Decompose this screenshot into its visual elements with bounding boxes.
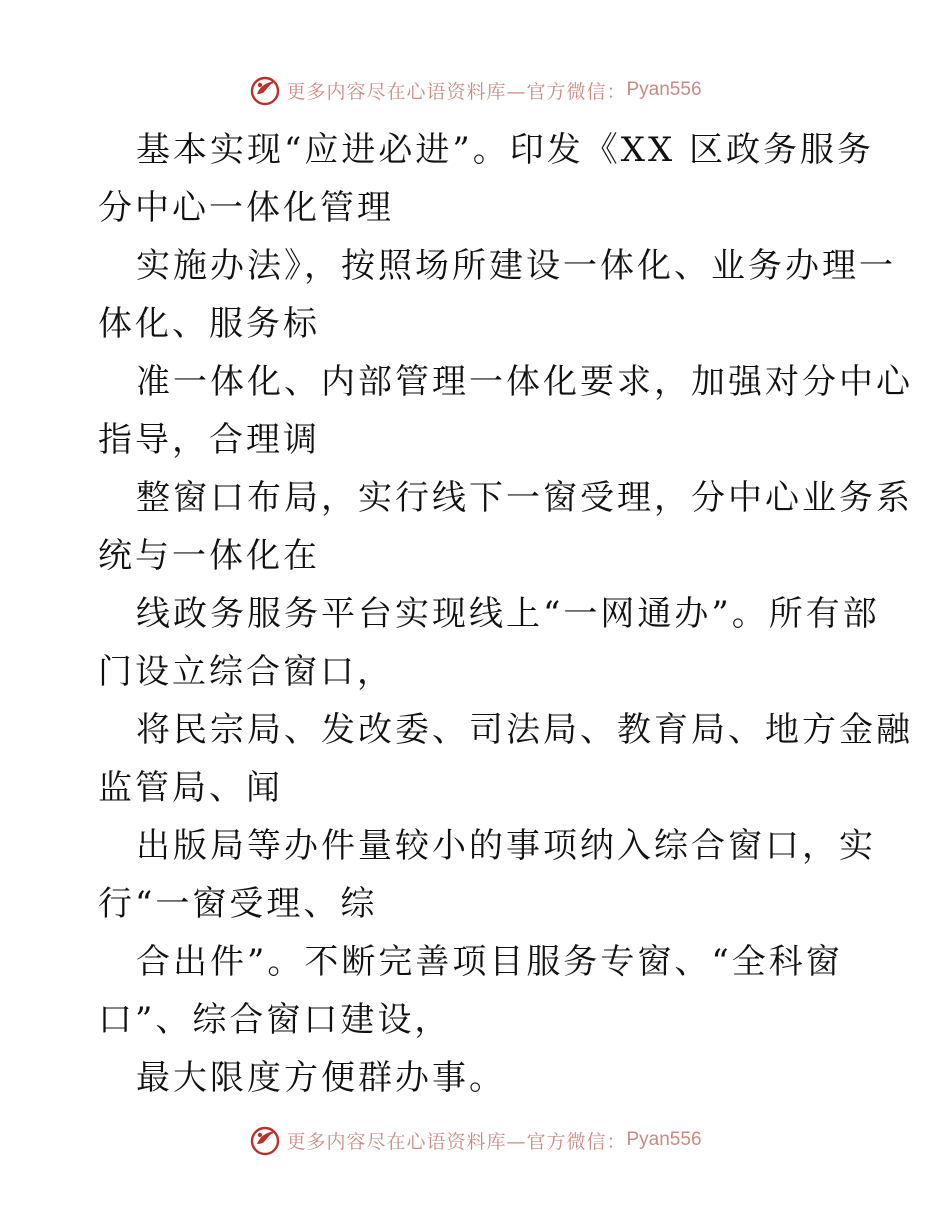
logo-icon (248, 1123, 282, 1157)
watermark-id: Pyan556 (626, 79, 702, 100)
body-line: 口”、综合窗口建设， (98, 1000, 452, 1040)
watermark-text: 更多内容尽在心语资料库—官方微信： (286, 80, 627, 103)
body-line: 准一体化、内部管理一体化要求，加强对分中心 (136, 362, 913, 402)
footer-watermark (0, 1120, 950, 1160)
body-line: 基本实现“应进必进”。印发《XX 区政务服务 (136, 130, 874, 170)
body-line: 行“一窗受理、综 (98, 884, 378, 924)
body-line: 将民宗局、发改委、司法局、教育局、地方金融 (136, 710, 913, 750)
watermark-text: 更多内容尽在心语资料库—官方微信： (286, 1130, 627, 1153)
body-line: 统与一体化在 (98, 536, 320, 576)
body-line: 监管局、闻 (98, 768, 283, 808)
header-watermark (0, 70, 950, 110)
body-line: 指导，合理调 (98, 420, 320, 460)
body-line: 分中心一体化管理 (98, 188, 394, 228)
body-line: 体化、服务标 (98, 304, 320, 344)
body-line: 合出件”。不断完善项目服务专窗、“全科窗 (136, 942, 843, 982)
body-line: 最大限度方便群办事。 (136, 1058, 506, 1098)
body-line: 线政务服务平台实现线上“一网通办”。所有部 (136, 594, 880, 634)
body-line: 出版局等办件量较小的事项纳入综合窗口，实 (136, 826, 876, 866)
logo-icon (248, 73, 282, 107)
document-body (98, 121, 913, 1107)
body-line: 门设立综合窗口， (98, 652, 394, 692)
body-line: 实施办法》，按照场所建设一体化、业务办理一 (136, 246, 896, 286)
body-line: 整窗口布局，实行线下一窗受理，分中心业务系 (136, 478, 913, 518)
watermark-id: Pyan556 (626, 1129, 702, 1150)
